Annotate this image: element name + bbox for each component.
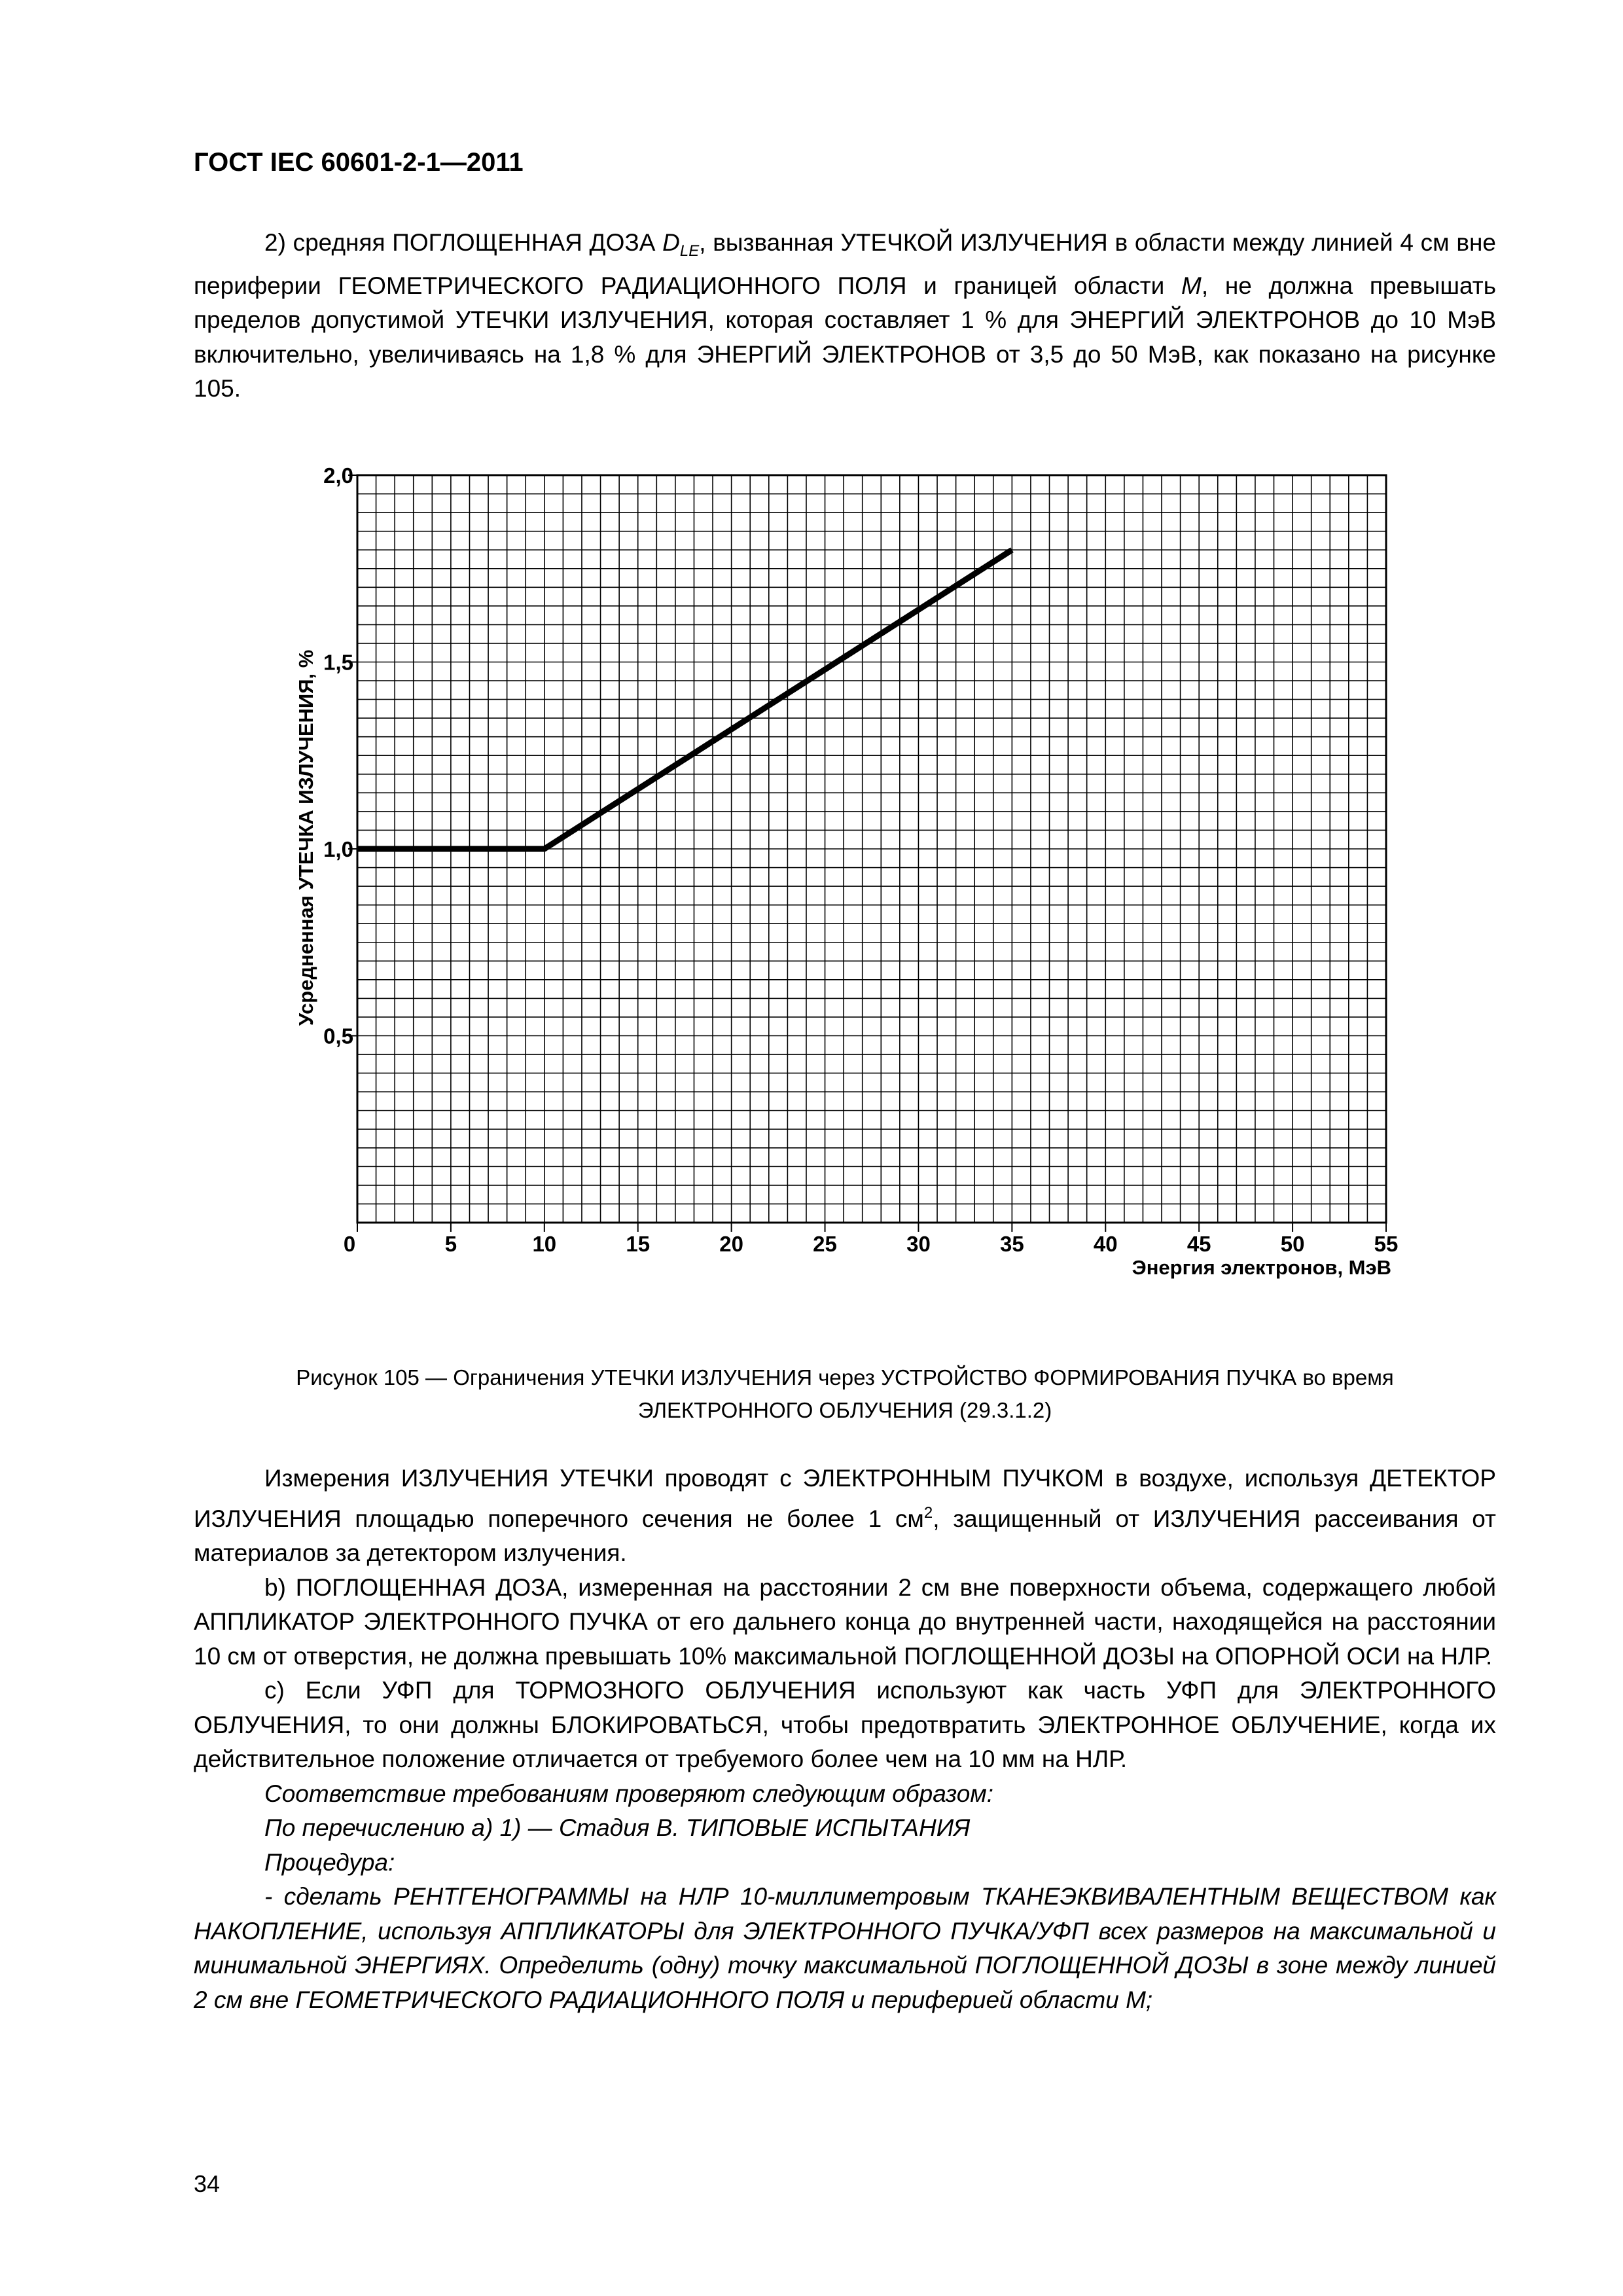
- measure-text-1: Измерения ИЗЛУЧЕНИЯ УТЕЧКИ проводят с ЭЛЕКТРОННЫМ ПУЧКОМ в воздухе, используя ДЕТЕКТОР ИЗЛУЧЕНИЯ площадью поперечного сечения не более 1 см: [194, 1465, 1496, 1532]
- caption-line-1: Рисунок 105 — Ограничения УТЕЧКИ ИЗЛУЧЕНИЯ через УСТРОЙСТВО ФОРМИРОВАНИЯ ПУЧКА во время: [296, 1365, 1394, 1390]
- y-tick-label: 0,5: [323, 1024, 353, 1049]
- procedure-step: - сделать РЕНТГЕНОГРАММЫ на НЛР 10-миллиметровым ТКАНЕЭКВИВАЛЕНТНЫМ ВЕЩЕСТВОМ как НАКОПЛЕНИЕ, используя АППЛИКАТОРЫ для ЭЛЕКТРОННОГО ПУЧКА/УФП всех размеров на максимальной и минимальной ЭНЕРГИЯХ. Определить (одну) точку максимальной ПОГЛОЩЕННОЙ ДОЗЫ в зоне между линией 2 см вне ГЕОМЕТРИЧЕСКОГО РАДИАЦИОННОГО ПОЛЯ и периферией области М;: [194, 1883, 1496, 2013]
- y-axis-label: Усредненная УТЕЧКА ИЗЛУЧЕНИЯ, %: [294, 649, 317, 1026]
- x-tick-label: 50: [1280, 1232, 1305, 1256]
- x-tick-label: 40: [1093, 1232, 1118, 1256]
- x-axis-label: Энергия электронов, МэВ: [1132, 1256, 1391, 1279]
- y-tick-label: 2,0: [323, 463, 353, 488]
- x-tick-label: 30: [906, 1232, 931, 1256]
- page-number: 34: [194, 2170, 221, 2197]
- body-text: [194, 1462, 1496, 2017]
- area-symbol: M: [1181, 272, 1202, 299]
- enumeration-line: По перечислению а) 1) — Стадия В. ТИПОВЫЕ ИСПЫТАНИЯ: [264, 1814, 971, 1841]
- intro-text-3: , не должна превышать пределов допустимой УТЕЧКИ ИЗЛУЧЕНИЯ, которая составляет 1 % для ЭНЕРГИЙ ЭЛЕКТРОНОВ до 10 МэВ включительно, увеличиваясь на 1,8 % для ЭНЕРГИЙ ЭЛЕКТРОНОВ от 3,5 до 50 МэВ, как показано на рисунке 105.: [194, 272, 1496, 402]
- intro-text-1: 2) средняя ПОГЛОЩЕННАЯ ДОЗА: [264, 229, 663, 256]
- x-tick-label: 55: [1374, 1232, 1399, 1256]
- item-c-paragraph: c) Если УФП для ТОРМОЗНОГО ОБЛУЧЕНИЯ используют как часть УФП для ЭЛЕКТРОННОГО ОБЛУЧЕНИЯ, то они должны БЛОКИРОВАТЬСЯ, чтобы предотвратить ЭЛЕКТРОННОЕ ОБЛУЧЕНИЕ, когда их действительное положение отличается от требуемого более чем на 10 мм на НЛР.: [194, 1677, 1496, 1772]
- measure-superscript: 2: [923, 1503, 933, 1522]
- item-b-paragraph: b) ПОГЛОЩЕННАЯ ДОЗА, измеренная на расстоянии 2 см вне поверхности объема, содержащего любой АППЛИКАТОР ЭЛЕКТРОННОГО ПУЧКА от его дальнего конца до внутренней части, находящейся на расстоянии 10 см от отверстия, не должна превышать 10% максимальной ПОГЛОЩЕННОЙ ДОЗЫ на ОПОРНОЙ ОСИ на НЛР.: [194, 1573, 1496, 1670]
- y-tick-label: 1,0: [323, 837, 353, 861]
- x-tick-label: 15: [626, 1232, 651, 1256]
- document-header: ГОСТ IEC 60601-2-1—2011: [194, 148, 524, 177]
- compliance-line: Соответствие требованиям проверяют следующим образом:: [264, 1780, 993, 1807]
- dose-subscript: LE: [679, 242, 700, 260]
- x-tick-label: 35: [1000, 1232, 1024, 1256]
- y-tick-label: 1,5: [323, 650, 353, 675]
- measure-paragraph: [194, 1462, 1496, 1571]
- caption-line-2: ЭЛЕКТРОННОГО ОБЛУЧЕНИЯ (29.3.1.2): [637, 1398, 1052, 1422]
- x-tick-label: 45: [1186, 1232, 1211, 1256]
- x-tick-label: 25: [813, 1232, 837, 1256]
- x-tick-label: 0: [343, 1232, 356, 1256]
- dose-symbol: D: [662, 229, 680, 256]
- x-tick-label: 5: [444, 1232, 457, 1256]
- procedure-line: Процедура:: [264, 1848, 395, 1876]
- chart-axes: [348, 475, 1386, 1232]
- intro-text-2: , вызванная УТЕЧКОЙ ИЗЛУЧЕНИЯ в области между линией 4 см вне периферии ГЕОМЕТРИЧЕСКОГО РАДИАЦИОННОГО ПОЛЯ и границей области: [194, 229, 1496, 299]
- measure-text-2: , защищенный от ИЗЛУЧЕНИЯ рассеивания от материалов за детектором излучения.: [194, 1505, 1496, 1566]
- x-tick-label: 20: [719, 1232, 743, 1256]
- figure-caption: [194, 1361, 1496, 1427]
- x-tick-label: 10: [532, 1232, 557, 1256]
